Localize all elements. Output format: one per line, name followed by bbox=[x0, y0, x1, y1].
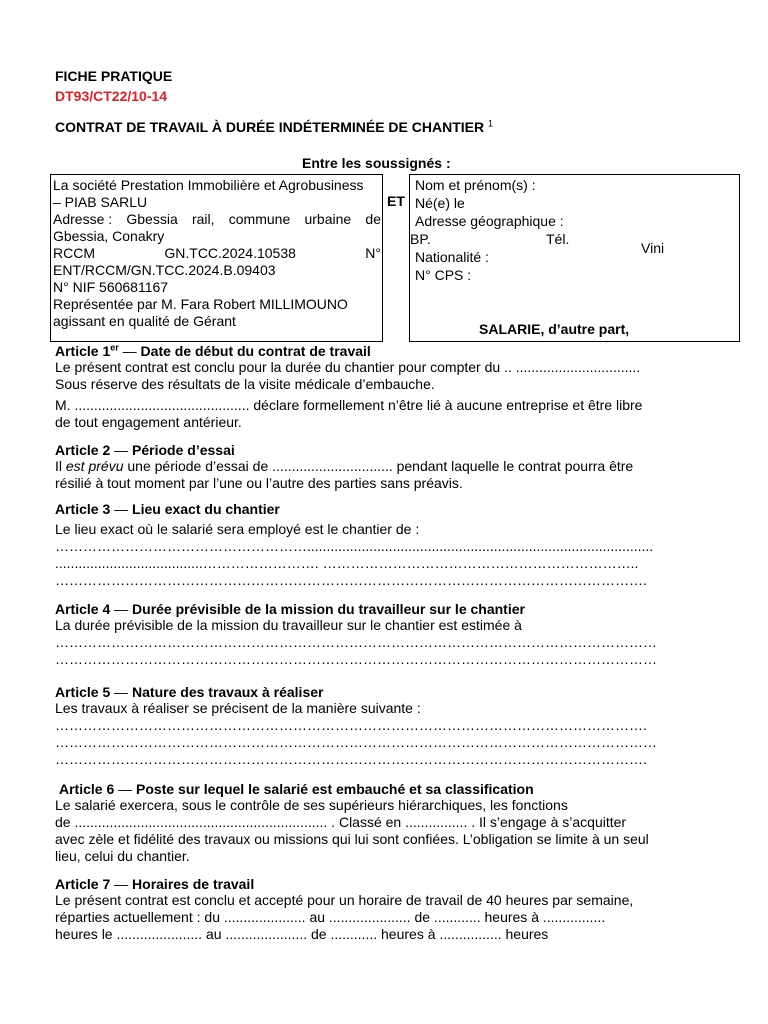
article-6-line: lieu, celui du chantier. bbox=[55, 848, 190, 864]
article-2-heading bbox=[55, 442, 633, 458]
article-3-line: ......................................……………………. ………………………………………………………….. bbox=[55, 555, 639, 571]
between-parties: Entre les soussignés : bbox=[302, 155, 451, 171]
employer-name: La société Prestation Immobilière et Agrobusiness bbox=[53, 177, 364, 193]
article-1-heading bbox=[55, 343, 642, 359]
et-separator: ET bbox=[387, 193, 405, 209]
employer-rccm bbox=[53, 245, 381, 262]
article-1 bbox=[55, 343, 642, 431]
employer-address-label: Adresse : bbox=[53, 211, 113, 227]
article-3-line: ………………………………………………………………………………………………………………. bbox=[55, 572, 647, 588]
article-title: Date de début du contrat de travail bbox=[140, 343, 371, 359]
article-dash: — bbox=[114, 781, 137, 797]
employer-address-city: Gbessia, Conakry bbox=[53, 228, 165, 244]
doc-title bbox=[55, 119, 493, 135]
article-7-line: Le présent contrat est conclu et accepté pour un horaire de travail de 40 heures par semaine, bbox=[55, 892, 634, 908]
employee-bp-label: BP. bbox=[410, 231, 431, 247]
employer-address-word: de bbox=[365, 211, 381, 227]
article-title: Horaires de travail bbox=[132, 876, 255, 892]
article-number: Article 6 bbox=[59, 781, 115, 797]
article-dash: — bbox=[110, 684, 133, 700]
article-5-line: ………………………………………………………………………………………………………………. bbox=[55, 717, 647, 733]
employer-role: agissant en qualité de Gérant bbox=[53, 313, 236, 329]
employer-address bbox=[53, 211, 381, 228]
article-5-line: Les travaux à réaliser se précisent de la manière suivante : bbox=[55, 700, 421, 716]
employer-rccm-word: GN.TCC.2024.10538 bbox=[164, 245, 296, 261]
employer-name-suffix: – PIAB SARLU bbox=[53, 194, 148, 210]
article-3 bbox=[55, 501, 653, 589]
article-6-line: Le salarié exercera, sous le contrôle de ses supérieurs hiérarchiques, les fonctions bbox=[55, 797, 568, 813]
article-number: Article 2 bbox=[55, 442, 111, 458]
article-5 bbox=[55, 684, 657, 768]
article-dash: — bbox=[110, 876, 133, 892]
article-number-sup: er bbox=[110, 342, 119, 353]
article-4-line: La durée prévisible de la mission du travailleur sur le chantier est estimée à bbox=[55, 617, 522, 633]
employer-nif: N° NIF 560681167 bbox=[53, 279, 169, 295]
article-2-text: une période d’essai de ............................... pendant laquelle le contrat pourra être bbox=[123, 458, 634, 474]
article-number: Article 7 bbox=[55, 876, 111, 892]
employer-address-word: Gbessia bbox=[126, 211, 178, 227]
article-6-line: de ................................................................. . Classé en ................ . Il s’engage à s’acquitter bbox=[55, 814, 627, 830]
article-1-line: M. ............................................. déclare formellement n’être lié à aucune entreprise et être libre bbox=[55, 397, 643, 413]
article-title: Nature des travaux à réaliser bbox=[132, 684, 324, 700]
employee-handwritten-note: Vini bbox=[641, 240, 665, 256]
employer-representative: Représentée par M. Fara Robert MILLIMOUNO bbox=[53, 296, 348, 312]
article-3-line: ………………………………………………......................................................................................... bbox=[55, 538, 654, 554]
article-dash: — bbox=[110, 501, 133, 517]
employee-nationality-label: Nationalité : bbox=[415, 249, 489, 265]
employer-rccm-word: RCCM bbox=[53, 245, 95, 261]
article-7-line: réparties actuellement : du ..................... au ..................... de ............ heures à ................ bbox=[55, 909, 606, 925]
employer-rccm-word: N° bbox=[365, 245, 381, 261]
article-1-line: Le présent contrat est conclu pour la durée du chantier pour compter du .. ................................ bbox=[55, 359, 641, 375]
article-number: Article 3 bbox=[55, 501, 111, 517]
article-2-line bbox=[55, 458, 633, 475]
article-3-line: Le lieu exact où le salarié sera employé est le chantier de : bbox=[55, 521, 420, 537]
article-4-line: ………………………………………………………………………………………………………………… bbox=[55, 634, 657, 650]
employee-party-label: SALARIE, d’autre part, bbox=[479, 321, 630, 337]
article-title: Période d’essai bbox=[132, 442, 235, 458]
article-4-line: ………………………………………………………………………………………………………………… bbox=[55, 651, 657, 667]
article-6-heading bbox=[55, 781, 649, 797]
article-dash: — bbox=[118, 343, 141, 359]
article-5-line: ………………………………………………………………………………………………………………. bbox=[55, 751, 647, 767]
article-1-line: Sous réserve des résultats de la visite médicale d’embauche. bbox=[55, 376, 435, 392]
article-5-line: ………………………………………………………………………………………………………………… bbox=[55, 734, 657, 750]
article-2-italic: est prévu bbox=[65, 458, 124, 474]
article-6 bbox=[55, 781, 649, 865]
employer-address-word: rail, bbox=[191, 211, 215, 227]
employer-address-word: urbaine bbox=[304, 211, 352, 227]
employer-address-word: commune bbox=[228, 211, 291, 227]
article-title: Durée prévisible de la mission du travailleur sur le chantier bbox=[132, 601, 525, 617]
employee-box bbox=[409, 174, 740, 342]
article-7-heading bbox=[55, 876, 633, 892]
article-2-line: résilié à tout moment par l’une ou l’autre des parties sans préavis. bbox=[55, 475, 463, 491]
article-2-text: Il bbox=[55, 458, 66, 474]
employee-name-label: Nom et prénom(s) : bbox=[415, 177, 536, 193]
article-number: Article 5 bbox=[55, 684, 111, 700]
employee-address-label: Adresse géographique : bbox=[415, 213, 564, 229]
article-4 bbox=[55, 601, 657, 668]
article-number: Article 1 bbox=[55, 343, 111, 359]
doc-title-text: CONTRAT DE TRAVAIL À DURÉE INDÉTERMINÉE DE CHANTIER bbox=[55, 119, 485, 135]
article-5-heading bbox=[55, 684, 657, 700]
article-7 bbox=[55, 876, 633, 943]
article-1-line: de tout engagement antérieur. bbox=[55, 414, 242, 430]
doc-title-note: 1 bbox=[487, 118, 493, 129]
employer-box bbox=[50, 174, 383, 342]
article-dash: — bbox=[110, 601, 133, 617]
doc-code: DT93/CT22/10-14 bbox=[55, 88, 168, 104]
employee-tel-label: Tél. bbox=[546, 231, 570, 247]
employee-birth-label: Né(e) le bbox=[415, 195, 465, 211]
employee-cps-label: N° CPS : bbox=[415, 267, 472, 283]
article-6-line: avec zèle et fidélité des travaux ou missions qui lui sont confiées. L’obligation se limite à un seul bbox=[55, 831, 649, 847]
employer-ent: ENT/RCCM/GN.TCC.2024.B.09403 bbox=[53, 262, 276, 278]
article-number: Article 4 bbox=[55, 601, 111, 617]
article-title: Poste sur lequel le salarié est embauché et sa classification bbox=[136, 781, 534, 797]
article-title: Lieu exact du chantier bbox=[132, 501, 280, 517]
article-4-heading bbox=[55, 601, 657, 617]
doc-label: FICHE PRATIQUE bbox=[55, 68, 173, 84]
article-2 bbox=[55, 442, 633, 492]
article-dash: — bbox=[110, 442, 133, 458]
article-3-heading bbox=[55, 501, 653, 517]
article-7-line: heures le ...................... au ..................... de ............ heures à ................ heures bbox=[55, 926, 549, 942]
